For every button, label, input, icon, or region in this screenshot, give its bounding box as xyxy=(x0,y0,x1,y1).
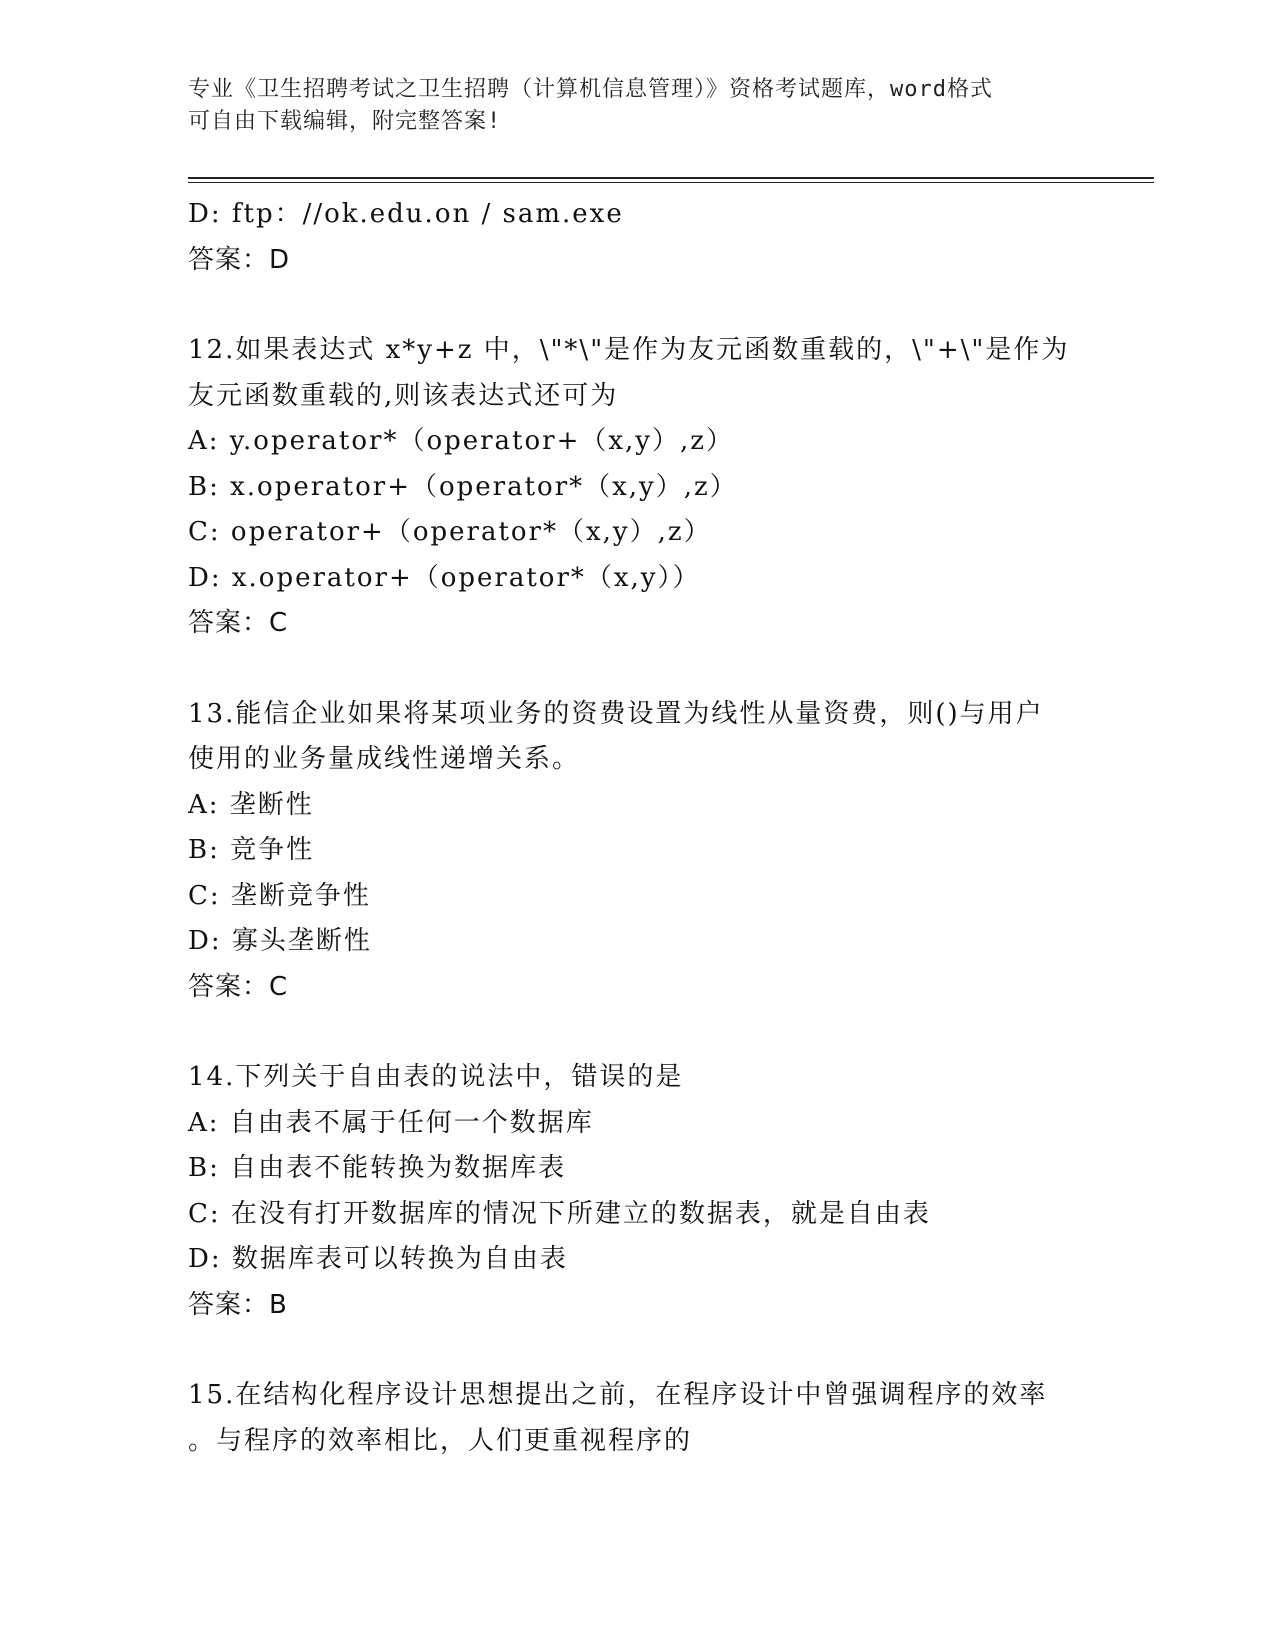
question-12 xyxy=(188,328,1088,647)
question-stem-line: 使用的业务量成线性递增关系。 xyxy=(188,744,581,774)
option-d: D: 寡头垄断性 xyxy=(188,926,372,956)
option-a: A: 自由表不属于任何一个数据库 xyxy=(188,1107,594,1138)
answer-line: 答案：C xyxy=(188,971,289,1002)
previous-question-tail xyxy=(188,192,1088,283)
option-c: C: 垄断竞争性 xyxy=(188,880,371,911)
header-line-2: 可自由下载编辑，附完整答案! xyxy=(188,109,502,134)
question-stem-line: 15.在结构化程序设计思想提出之前，在程序设计中曾强调程序的效率 xyxy=(188,1380,1048,1410)
option-c: C: operator+（operator*（x,y）,z） xyxy=(188,517,712,547)
answer-line: 答案：C xyxy=(188,608,289,638)
option-d: D: ftp：//ok.edu.on / sam.exe xyxy=(188,199,624,229)
question-14 xyxy=(188,1055,1088,1328)
header-divider-thin xyxy=(188,182,1154,183)
header-divider-thick xyxy=(188,177,1154,179)
option-a: A: y.operator*（operator+（x,y）,z） xyxy=(188,426,734,456)
option-c: C: 在没有打开数据库的情况下所建立的数据表，就是自由表 xyxy=(188,1198,931,1229)
option-b: B: x.operator+（operator*（x,y）,z） xyxy=(188,471,738,502)
option-b: B: 自由表不能转换为数据库表 xyxy=(188,1153,567,1183)
document-header xyxy=(188,74,1068,138)
question-15 xyxy=(188,1373,1088,1464)
question-stem-line: 12.如果表达式 x*y+z 中，\"*\"是作为友元函数重载的，\"+\"是作为 xyxy=(188,335,1070,365)
option-d: D: x.operator+（operator*（x,y）） xyxy=(188,562,701,593)
question-list xyxy=(188,192,1088,1464)
question-stem-line: 友元函数重载的,则该表达式还可为 xyxy=(188,380,619,411)
option-d: D: 数据库表可以转换为自由表 xyxy=(188,1244,568,1274)
question-stem-line: 13.能信企业如果将某项业务的资费设置为线性从量资费，则()与用户 xyxy=(188,698,1044,729)
option-b: B: 竞争性 xyxy=(188,835,315,865)
answer-line: 答案：D xyxy=(188,244,291,275)
header-line-1: 专业《卫生招聘考试之卫生招聘（计算机信息管理）》资格考试题库，word格式 xyxy=(188,77,993,102)
answer-line: 答案：B xyxy=(188,1289,288,1320)
question-stem-line: 。与程序的效率相比，人们更重视程序的 xyxy=(188,1425,693,1456)
question-stem-line: 14.下列关于自由表的说法中，错误的是 xyxy=(188,1062,684,1092)
option-a: A: 垄断性 xyxy=(188,789,314,820)
question-13 xyxy=(188,692,1088,1011)
